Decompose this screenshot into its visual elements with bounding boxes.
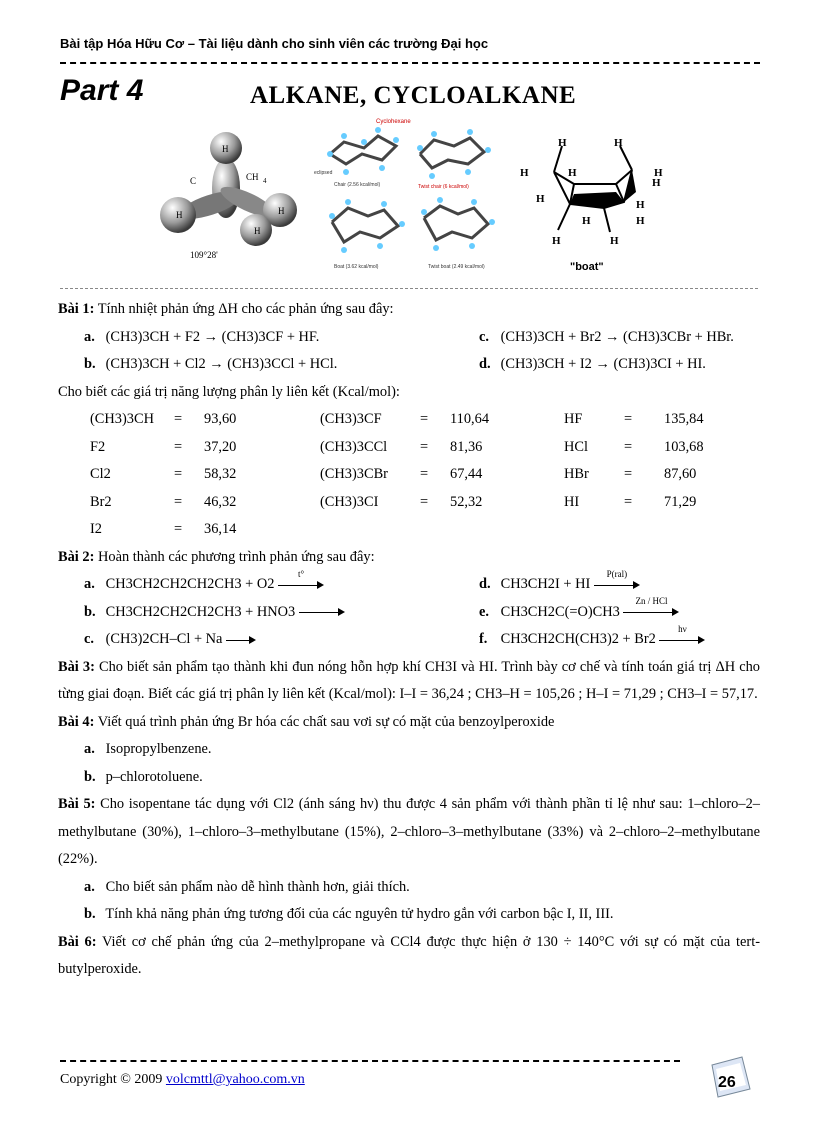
svg-text:H: H	[254, 226, 261, 236]
bai2-d: CH3CH2I + HI	[500, 576, 591, 592]
reaction-arrow: t°	[278, 580, 324, 590]
svg-text:H: H	[652, 177, 661, 189]
svg-text:Cyclohexane: Cyclohexane	[376, 119, 411, 125]
bai2-row-be: b. CH3CH2CH2CH2CH3 + HNO3 e. CH3CH2C(=O)CH3 Zn / HCl	[58, 599, 760, 627]
reaction-arrow: P(ral)	[594, 580, 640, 590]
bond-angle-label: 109°28'	[190, 250, 218, 260]
svg-text:H: H	[552, 235, 561, 247]
svg-text:H: H	[610, 235, 619, 247]
part-label: Part 4	[60, 74, 144, 107]
reaction-arrow	[299, 607, 345, 617]
figure-divider	[60, 288, 758, 289]
svg-text:4: 4	[263, 177, 267, 185]
header-divider	[60, 62, 760, 64]
running-header: Bài tập Hóa Hữu Cơ – Tài liệu dành cho sinh viên các trường Đại học	[60, 36, 489, 51]
svg-text:H: H	[278, 206, 285, 216]
bai2-row-cf: c. (CH3)2CH–Cl + Na f. CH3CH2CH(CH3)2 + Br2 hν	[58, 626, 760, 654]
bai3-prompt: Bài 3: Cho biết sản phẩm tạo thành khi đun nóng hỗn hợp khí CH3I và HI. Trình bày cơ chế và tính toán giá trị ΔH cho từng giai đoạn. Biết các giá trị phân ly liên kết (Kcal/mol): I–I = 36,24 ; CH3–H = 105,26 ; H–I = 71,29 ; CH3–I = 57,17.	[58, 658, 760, 702]
bai6-prompt: Bài 6: Viết cơ chế phản ứng của 2–methylpropane và CCl4 được thực hiện ở 130 ÷ 140°C với sự có mặt của tert-butylperoxide.	[58, 933, 760, 977]
methane-model-figure	[150, 130, 310, 270]
svg-text:Boat (3.62 kcal/mol): Boat (3.62 kcal/mol)	[334, 264, 379, 270]
bai1-b: (CH3)3CH + Cl2 → (CH3)3CCl + HCl.	[105, 356, 338, 372]
bai1-prompt: Bài 1: Tính nhiệt phản ứng ΔH cho các phản ứng sau đây:	[58, 301, 394, 317]
bai2-prompt: Bài 2: Hoàn thành các phương trình phản ứng sau đây:	[58, 548, 375, 565]
bai1-row-bd: b. (CH3)3CH + Cl2 → (CH3)3CCl + HCl. d. (CH3)3CH + I2 → (CH3)3CI + HI.	[84, 356, 706, 372]
svg-text:H: H	[654, 167, 663, 179]
bai5-prompt: Bài 5: Cho isopentane tác dụng với Cl2 (ánh sáng hν) thu được 4 sản phẩm với thành phần tỉ lệ như sau: 1–chloro–2–methylbutane (30%), 1–chloro–3–methylbutane (15%), 2–chloro–3–methylbutane (33%) và 2–chloro–2–methylbutane (22%).	[58, 796, 760, 867]
bai2-f: CH3CH2CH(CH3)2 + Br2	[500, 631, 656, 647]
bai5-b: b. Tính khả năng phản ứng tương đối của các nguyên tử hydro gắn với carbon bậc I, II, III.	[84, 906, 614, 922]
svg-text:H: H	[536, 193, 545, 205]
bai5-a: a. Cho biết sản phẩm nào dễ hình thành hơn, giải thích.	[84, 878, 410, 895]
bai1-a: (CH3)3CH + F2 → (CH3)3CF + HF.	[105, 328, 320, 345]
h-atom-label: H	[222, 144, 229, 154]
svg-text:H: H	[636, 199, 645, 211]
bai1-d: (CH3)3CH + I2 → (CH3)3CI + HI.	[500, 356, 706, 372]
footer-divider	[60, 1060, 680, 1062]
svg-text:H: H	[568, 167, 577, 179]
svg-text:Chair (2.56 kcal/mol): Chair (2.56 kcal/mol)	[334, 182, 381, 188]
bai1-row-ac: a. (CH3)3CH + F2 → (CH3)3CF + HF. c. (CH3)3CH + Br2 → (CH3)3CBr + HBr.	[84, 328, 734, 345]
bai2-e: CH3CH2C(=O)CH3	[500, 603, 620, 620]
ch4-label: CH	[246, 172, 259, 182]
bai2-c: (CH3)2CH–Cl + Na	[105, 631, 223, 647]
email-link[interactable]: volcmttl@yahoo.com.vn	[165, 1072, 305, 1087]
boat-caption: "boat"	[570, 261, 604, 273]
copyright-text: Copyright © 2009	[60, 1072, 166, 1087]
footer	[60, 1072, 305, 1088]
page-number: 26	[718, 1074, 736, 1091]
svg-text:H: H	[582, 215, 591, 227]
bond-energy-table: (CH3)3CH = 93,60 (CH3)3CF = 110,64 HF = 135,84 F2 = 37,20 (CH3)3CCl = 81,36 HCl = 103,68 Cl2 = 58,32 (CH3)3CBr = 67,44 HBr = 87,60 Br2 = 46,32 (CH3)3CI = 52,32 HI = 71,29 I2 = 36,14	[90, 411, 704, 537]
bai1-c: (CH3)3CH + Br2 → (CH3)3CBr + HBr.	[500, 328, 734, 345]
cyclohexane-conformers-figure	[312, 114, 500, 274]
exercise-content	[58, 296, 760, 984]
bai1-note: Cho biết các giá trị năng lượng phân ly liên kết (Kcal/mol):	[58, 383, 400, 400]
bai2-b: CH3CH2CH2CH2CH3 + HNO3	[105, 603, 296, 620]
svg-text:H: H	[176, 210, 183, 220]
svg-text:Twist boat (2.49 kcal/mol): Twist boat (2.49 kcal/mol)	[428, 264, 485, 270]
chapter-title: ALKANE, CYCLOALKANE	[250, 82, 577, 109]
reaction-arrow: hν	[659, 635, 705, 645]
bai4-b: b. p–chlorotoluene.	[84, 768, 203, 785]
svg-text:H: H	[520, 167, 529, 179]
c-atom-label: C	[190, 176, 197, 186]
boat-conformation-figure	[514, 132, 674, 276]
reaction-arrow: Zn / HCl	[623, 607, 679, 617]
bai4-prompt: Bài 4: Viết quá trình phản ứng Br hóa các chất sau vơi sự có mặt của benzoylperoxide	[58, 713, 555, 730]
svg-text:eclipsed: eclipsed	[314, 170, 333, 176]
reaction-arrow	[226, 635, 256, 645]
svg-text:H: H	[636, 215, 645, 227]
bai2-a: CH3CH2CH2CH2CH3 + O2	[105, 576, 275, 592]
svg-text:Twist chair (6 kcal/mol): Twist chair (6 kcal/mol)	[418, 184, 469, 190]
svg-text:H: H	[614, 137, 623, 149]
bai2-row-ad: a. CH3CH2CH2CH2CH3 + O2 t° d. CH3CH2I + HI P(ral)	[58, 571, 760, 599]
bai4-a: a. Isopropylbenzene.	[84, 741, 212, 757]
page-number-badge	[706, 1055, 754, 1101]
svg-text:H: H	[558, 137, 567, 149]
